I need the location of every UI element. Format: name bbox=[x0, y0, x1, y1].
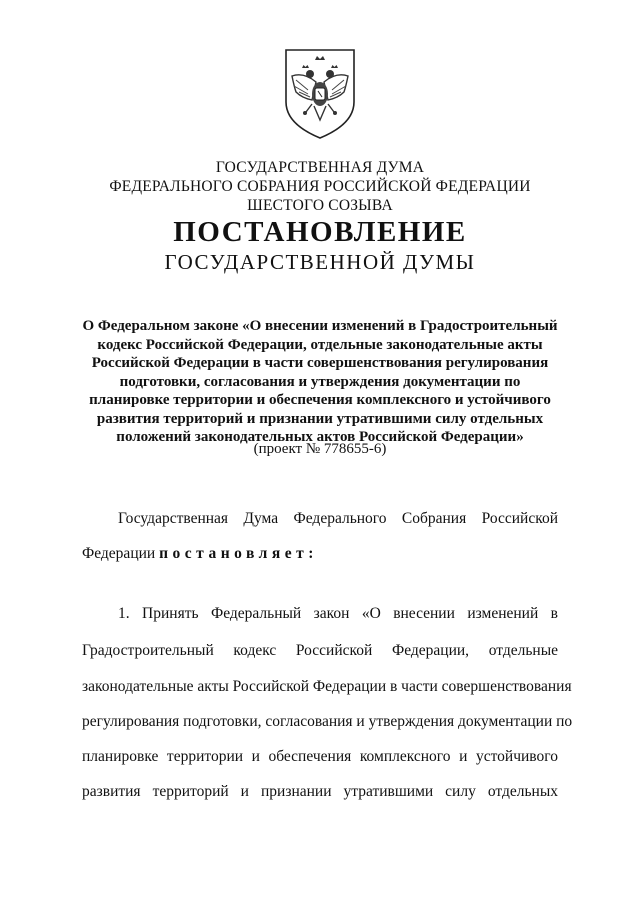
subject-line: Российской Федерации в части совершенствования регулирования bbox=[91, 355, 549, 371]
preamble-line: Государственная Дума Федерального Собрания Российской bbox=[118, 510, 558, 527]
header-line-convocation: ШЕСТОГО СОЗЫВА bbox=[247, 197, 393, 214]
subject-line: кодекс Российской Федерации, отдельные законодательные акты bbox=[97, 336, 543, 353]
header-line-assembly: ФЕДЕРАЛЬНОГО СОБРАНИЯ РОССИЙСКОЙ ФЕДЕРАЦИИ bbox=[109, 178, 531, 195]
document-subject bbox=[0, 317, 640, 447]
item1-line: регулирования подготовки, согласования и утверждения документации по bbox=[82, 713, 573, 730]
subject-line: развития территорий и признании утратившими силу отдельных bbox=[96, 410, 544, 427]
document-header bbox=[0, 158, 640, 215]
subject-line: О Федеральном законе «О внесении изменений в Градостроительный bbox=[82, 318, 558, 334]
document-subtitle: ГОСУДАРСТВЕННОЙ ДУМЫ bbox=[164, 250, 476, 274]
preamble-text: Федерации bbox=[82, 545, 160, 562]
resolves-verb: постановляет: bbox=[159, 545, 318, 562]
coat-of-arms-icon bbox=[272, 46, 368, 142]
item1-line: планировке территории и обеспечения комплексного и устойчивого bbox=[82, 748, 558, 765]
subject-line: положений законодательных актов Российской Федерации» bbox=[116, 429, 524, 445]
header-line-duma: ГОСУДАРСТВЕННАЯ ДУМА bbox=[215, 159, 425, 176]
item1-line: 1. Принять Федеральный закон «О внесении изменений в bbox=[118, 605, 558, 622]
subject-line: планировке территории и обеспечения комплексного и устойчивого bbox=[89, 392, 551, 408]
item1-line: развития территорий и признании утратившими силу отдельных bbox=[82, 783, 558, 800]
item1-line: законодательные акты Российской Федерации в части совершенствования bbox=[82, 678, 572, 695]
project-number: (проект № 778655-6) bbox=[253, 441, 387, 457]
preamble-line-resolves bbox=[82, 544, 558, 564]
subject-line: подготовки, согласования и утверждения документации по bbox=[119, 373, 521, 390]
item1-line: Градостроительный кодекс Российской Федерации, отдельные bbox=[82, 642, 558, 659]
document-title: ПОСТАНОВЛЕНИЕ bbox=[173, 216, 467, 248]
